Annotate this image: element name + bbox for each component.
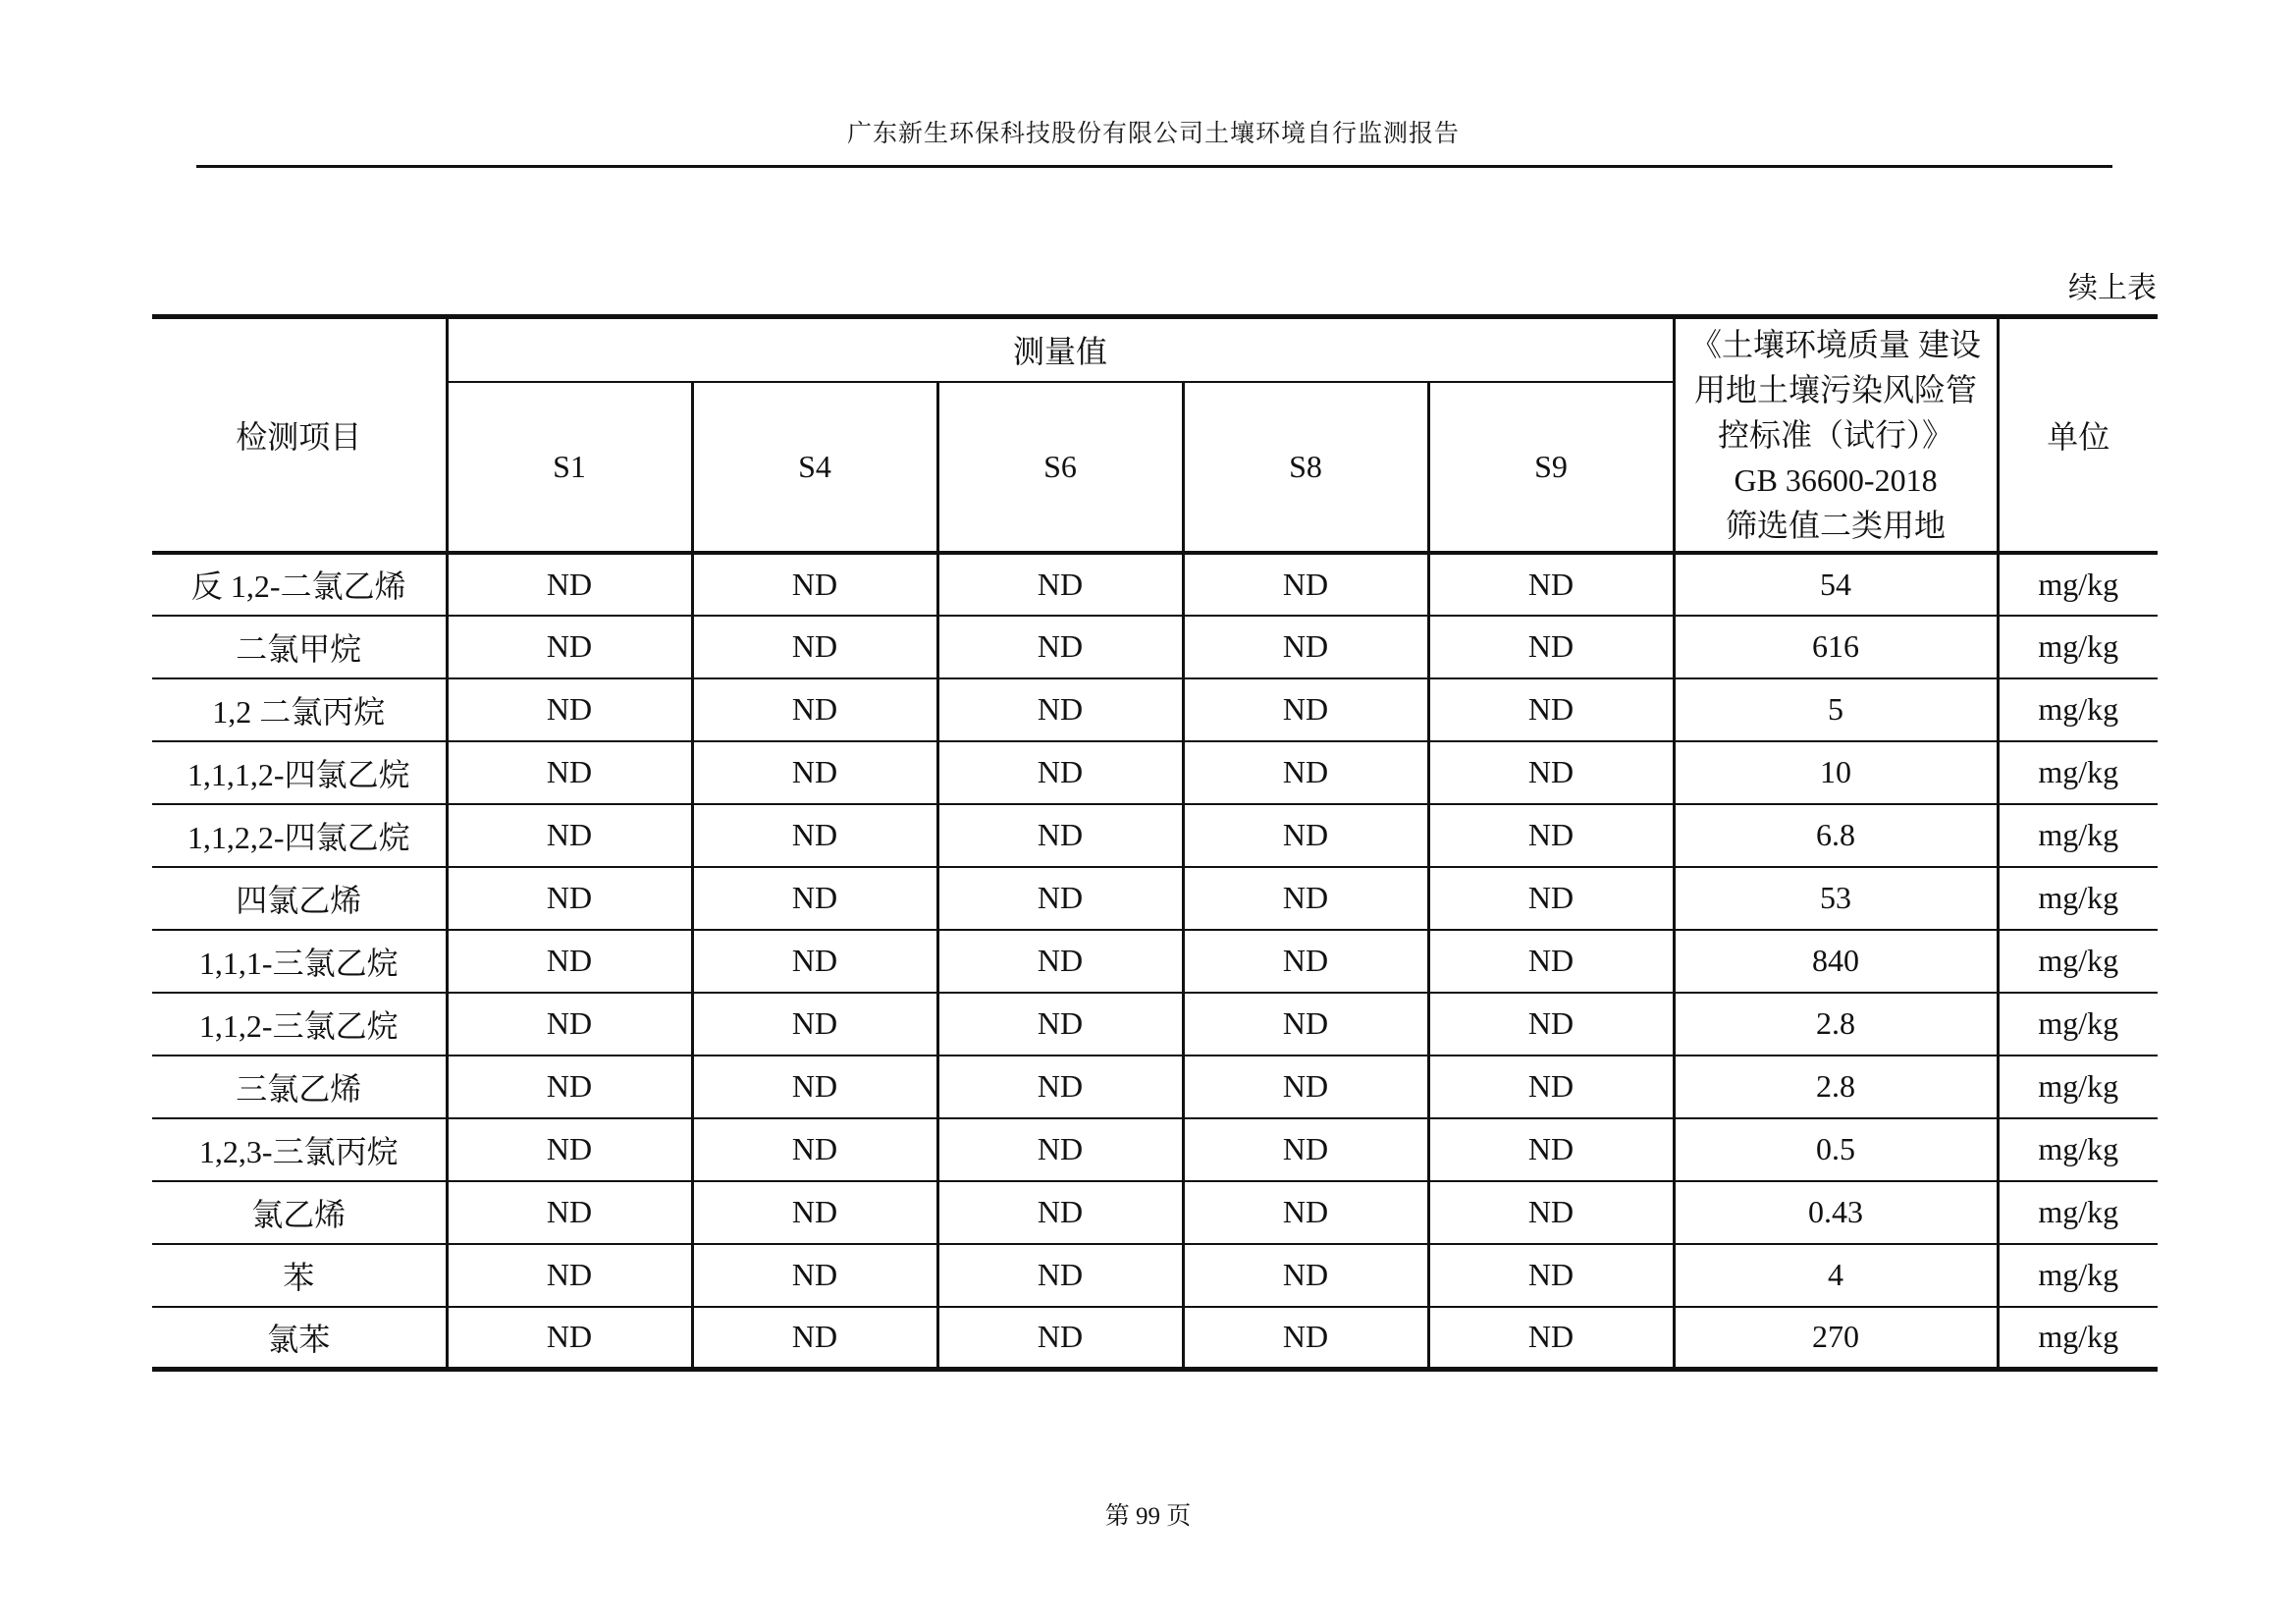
table-row [152, 993, 2158, 1056]
measured-value-cell: ND [447, 553, 692, 616]
measured-value-cell: ND [692, 1056, 937, 1118]
continued-label: 续上表 [2068, 272, 2157, 304]
measured-value-cell: ND [1183, 678, 1428, 741]
item-cell: 四氯乙烯 [152, 867, 447, 930]
monitoring-results-table [152, 314, 2158, 1372]
table-row [152, 1244, 2158, 1307]
measured-value-cell: ND [1183, 1244, 1428, 1307]
measured-value-cell: ND [447, 1244, 692, 1307]
standard-value-cell: 616 [1674, 616, 1998, 678]
measured-value-cell: ND [937, 993, 1183, 1056]
item-cell: 氯乙烯 [152, 1181, 447, 1244]
measured-value-cell: ND [1428, 930, 1674, 993]
measured-value-cell: ND [447, 930, 692, 993]
unit-cell: mg/kg [1998, 616, 2158, 678]
standard-value-cell: 10 [1674, 741, 1998, 804]
measured-value-cell: ND [692, 553, 937, 616]
measured-value-cell: ND [1183, 1181, 1428, 1244]
measured-value-cell: ND [447, 616, 692, 678]
site-header-s4: S4 [692, 382, 937, 553]
unit-cell: mg/kg [1998, 1307, 2158, 1370]
measured-value-header: 测量值 [447, 317, 1674, 382]
measured-value-cell: ND [447, 1056, 692, 1118]
unit-cell: mg/kg [1998, 1118, 2158, 1181]
site-header-s6: S6 [937, 382, 1183, 553]
page-header-title: 广东新生环保科技股份有限公司土壤环境自行监测报告 [846, 121, 1460, 147]
table-row [152, 930, 2158, 993]
measured-value-cell: ND [937, 678, 1183, 741]
measured-value-cell: ND [1428, 1181, 1674, 1244]
site-header-s1: S1 [447, 382, 692, 553]
standard-value-cell: 0.5 [1674, 1118, 1998, 1181]
standard-value-cell: 53 [1674, 867, 1998, 930]
measured-value-cell: ND [447, 993, 692, 1056]
measured-value-cell: ND [447, 741, 692, 804]
measured-value-cell: ND [447, 1181, 692, 1244]
measured-value-cell: ND [1428, 678, 1674, 741]
unit-cell: mg/kg [1998, 553, 2158, 616]
measured-value-cell: ND [937, 1181, 1183, 1244]
measured-value-cell: ND [692, 993, 937, 1056]
standard-header-line: 《土壤环境质量 建设 [1690, 326, 1982, 362]
measured-value-cell: ND [937, 1056, 1183, 1118]
unit-cell: mg/kg [1998, 930, 2158, 993]
measured-value-cell: ND [447, 867, 692, 930]
measured-value-cell: ND [1183, 1056, 1428, 1118]
unit-cell: mg/kg [1998, 1181, 2158, 1244]
item-cell: 1,1,1-三氯乙烷 [152, 930, 447, 993]
measured-value-cell: ND [692, 867, 937, 930]
item-cell: 1,1,1,2-四氯乙烷 [152, 741, 447, 804]
measured-value-cell: ND [692, 1118, 937, 1181]
item-cell: 苯 [152, 1244, 447, 1307]
table-row [152, 553, 2158, 616]
measured-value-cell: ND [1428, 616, 1674, 678]
measured-value-cell: ND [1428, 867, 1674, 930]
measured-value-cell: ND [937, 867, 1183, 930]
unit-cell: mg/kg [1998, 1244, 2158, 1307]
measured-value-cell: ND [937, 930, 1183, 993]
measured-value-cell: ND [1428, 1056, 1674, 1118]
measured-value-cell: ND [1183, 1307, 1428, 1370]
item-cell: 反 1,2-二氯乙烯 [152, 553, 447, 616]
measured-value-cell: ND [937, 1307, 1183, 1370]
measured-value-cell: ND [447, 1307, 692, 1370]
measured-value-cell: ND [1428, 1118, 1674, 1181]
standard-value-cell: 2.8 [1674, 993, 1998, 1056]
measured-value-cell: ND [447, 678, 692, 741]
standard-value-cell: 270 [1674, 1307, 1998, 1370]
table-row [152, 741, 2158, 804]
table-body [152, 553, 2158, 1370]
header-divider [196, 165, 2112, 168]
standard-header-line: 控标准（试行）》 [1718, 416, 1954, 453]
item-cell: 氯苯 [152, 1307, 447, 1370]
measured-value-cell: ND [937, 804, 1183, 867]
standard-value-cell: 5 [1674, 678, 1998, 741]
unit-cell: mg/kg [1998, 741, 2158, 804]
item-cell: 三氯乙烯 [152, 1056, 447, 1118]
standard-value-cell: 6.8 [1674, 804, 1998, 867]
measured-value-cell: ND [937, 741, 1183, 804]
unit-cell: mg/kg [1998, 867, 2158, 930]
unit-cell: mg/kg [1998, 1056, 2158, 1118]
standard-value-cell: 2.8 [1674, 1056, 1998, 1118]
standard-value-cell: 840 [1674, 930, 1998, 993]
measured-value-cell: ND [1428, 1307, 1674, 1370]
measured-value-cell: ND [692, 678, 937, 741]
standard-value-cell: 4 [1674, 1244, 1998, 1307]
table-row [152, 1181, 2158, 1244]
measured-value-cell: ND [937, 1244, 1183, 1307]
site-header-s9: S9 [1428, 382, 1674, 553]
measured-value-cell: ND [1183, 867, 1428, 930]
item-cell: 1,1,2,2-四氯乙烷 [152, 804, 447, 867]
measured-value-cell: ND [1183, 616, 1428, 678]
standard-value-cell: 54 [1674, 553, 1998, 616]
standard-value-cell: 0.43 [1674, 1181, 1998, 1244]
page-number: 第 99 页 [1104, 1503, 1192, 1530]
item-cell: 二氯甲烷 [152, 616, 447, 678]
table-row [152, 867, 2158, 930]
measured-value-cell: ND [1183, 741, 1428, 804]
table-row [152, 804, 2158, 867]
measured-value-cell: ND [1428, 993, 1674, 1056]
table-row [152, 1118, 2158, 1181]
item-cell: 1,2 二氯丙烷 [152, 678, 447, 741]
measured-value-cell: ND [1183, 804, 1428, 867]
item-cell: 1,2,3-三氯丙烷 [152, 1118, 447, 1181]
measured-value-cell: ND [1428, 741, 1674, 804]
table-row [152, 678, 2158, 741]
measured-value-cell: ND [1183, 993, 1428, 1056]
measured-value-cell: ND [1183, 1118, 1428, 1181]
measured-value-cell: ND [692, 1307, 937, 1370]
item-cell: 1,1,2-三氯乙烷 [152, 993, 447, 1056]
measured-value-cell: ND [937, 616, 1183, 678]
measured-value-cell: ND [692, 930, 937, 993]
measured-value-cell: ND [1183, 930, 1428, 993]
measured-value-cell: ND [1428, 804, 1674, 867]
standard-header-line: GB 36600-2018 [1734, 461, 1938, 498]
measured-value-cell: ND [1428, 553, 1674, 616]
table-row [152, 1307, 2158, 1370]
measured-value-cell: ND [692, 1244, 937, 1307]
unit-cell: mg/kg [1998, 993, 2158, 1056]
measured-value-cell: ND [692, 741, 937, 804]
unit-cell: mg/kg [1998, 678, 2158, 741]
measured-value-cell: ND [692, 804, 937, 867]
table-row [152, 616, 2158, 678]
item-column-header: 检测项目 [152, 317, 447, 553]
measured-value-cell: ND [1183, 553, 1428, 616]
site-header-s8: S8 [1183, 382, 1428, 553]
standard-column-header [1674, 317, 1998, 553]
unit-cell: mg/kg [1998, 804, 2158, 867]
measured-value-cell: ND [937, 1118, 1183, 1181]
measured-value-cell: ND [937, 553, 1183, 616]
measured-value-cell: ND [692, 1181, 937, 1244]
standard-header-line: 用地土壤污染风险管 [1694, 371, 1978, 407]
standard-header-line: 筛选值二类用地 [1726, 507, 1947, 543]
measured-value-cell: ND [1428, 1244, 1674, 1307]
unit-column-header: 单位 [1998, 317, 2158, 553]
table-row [152, 1056, 2158, 1118]
measured-value-cell: ND [447, 804, 692, 867]
measured-value-cell: ND [692, 616, 937, 678]
measured-value-cell: ND [447, 1118, 692, 1181]
